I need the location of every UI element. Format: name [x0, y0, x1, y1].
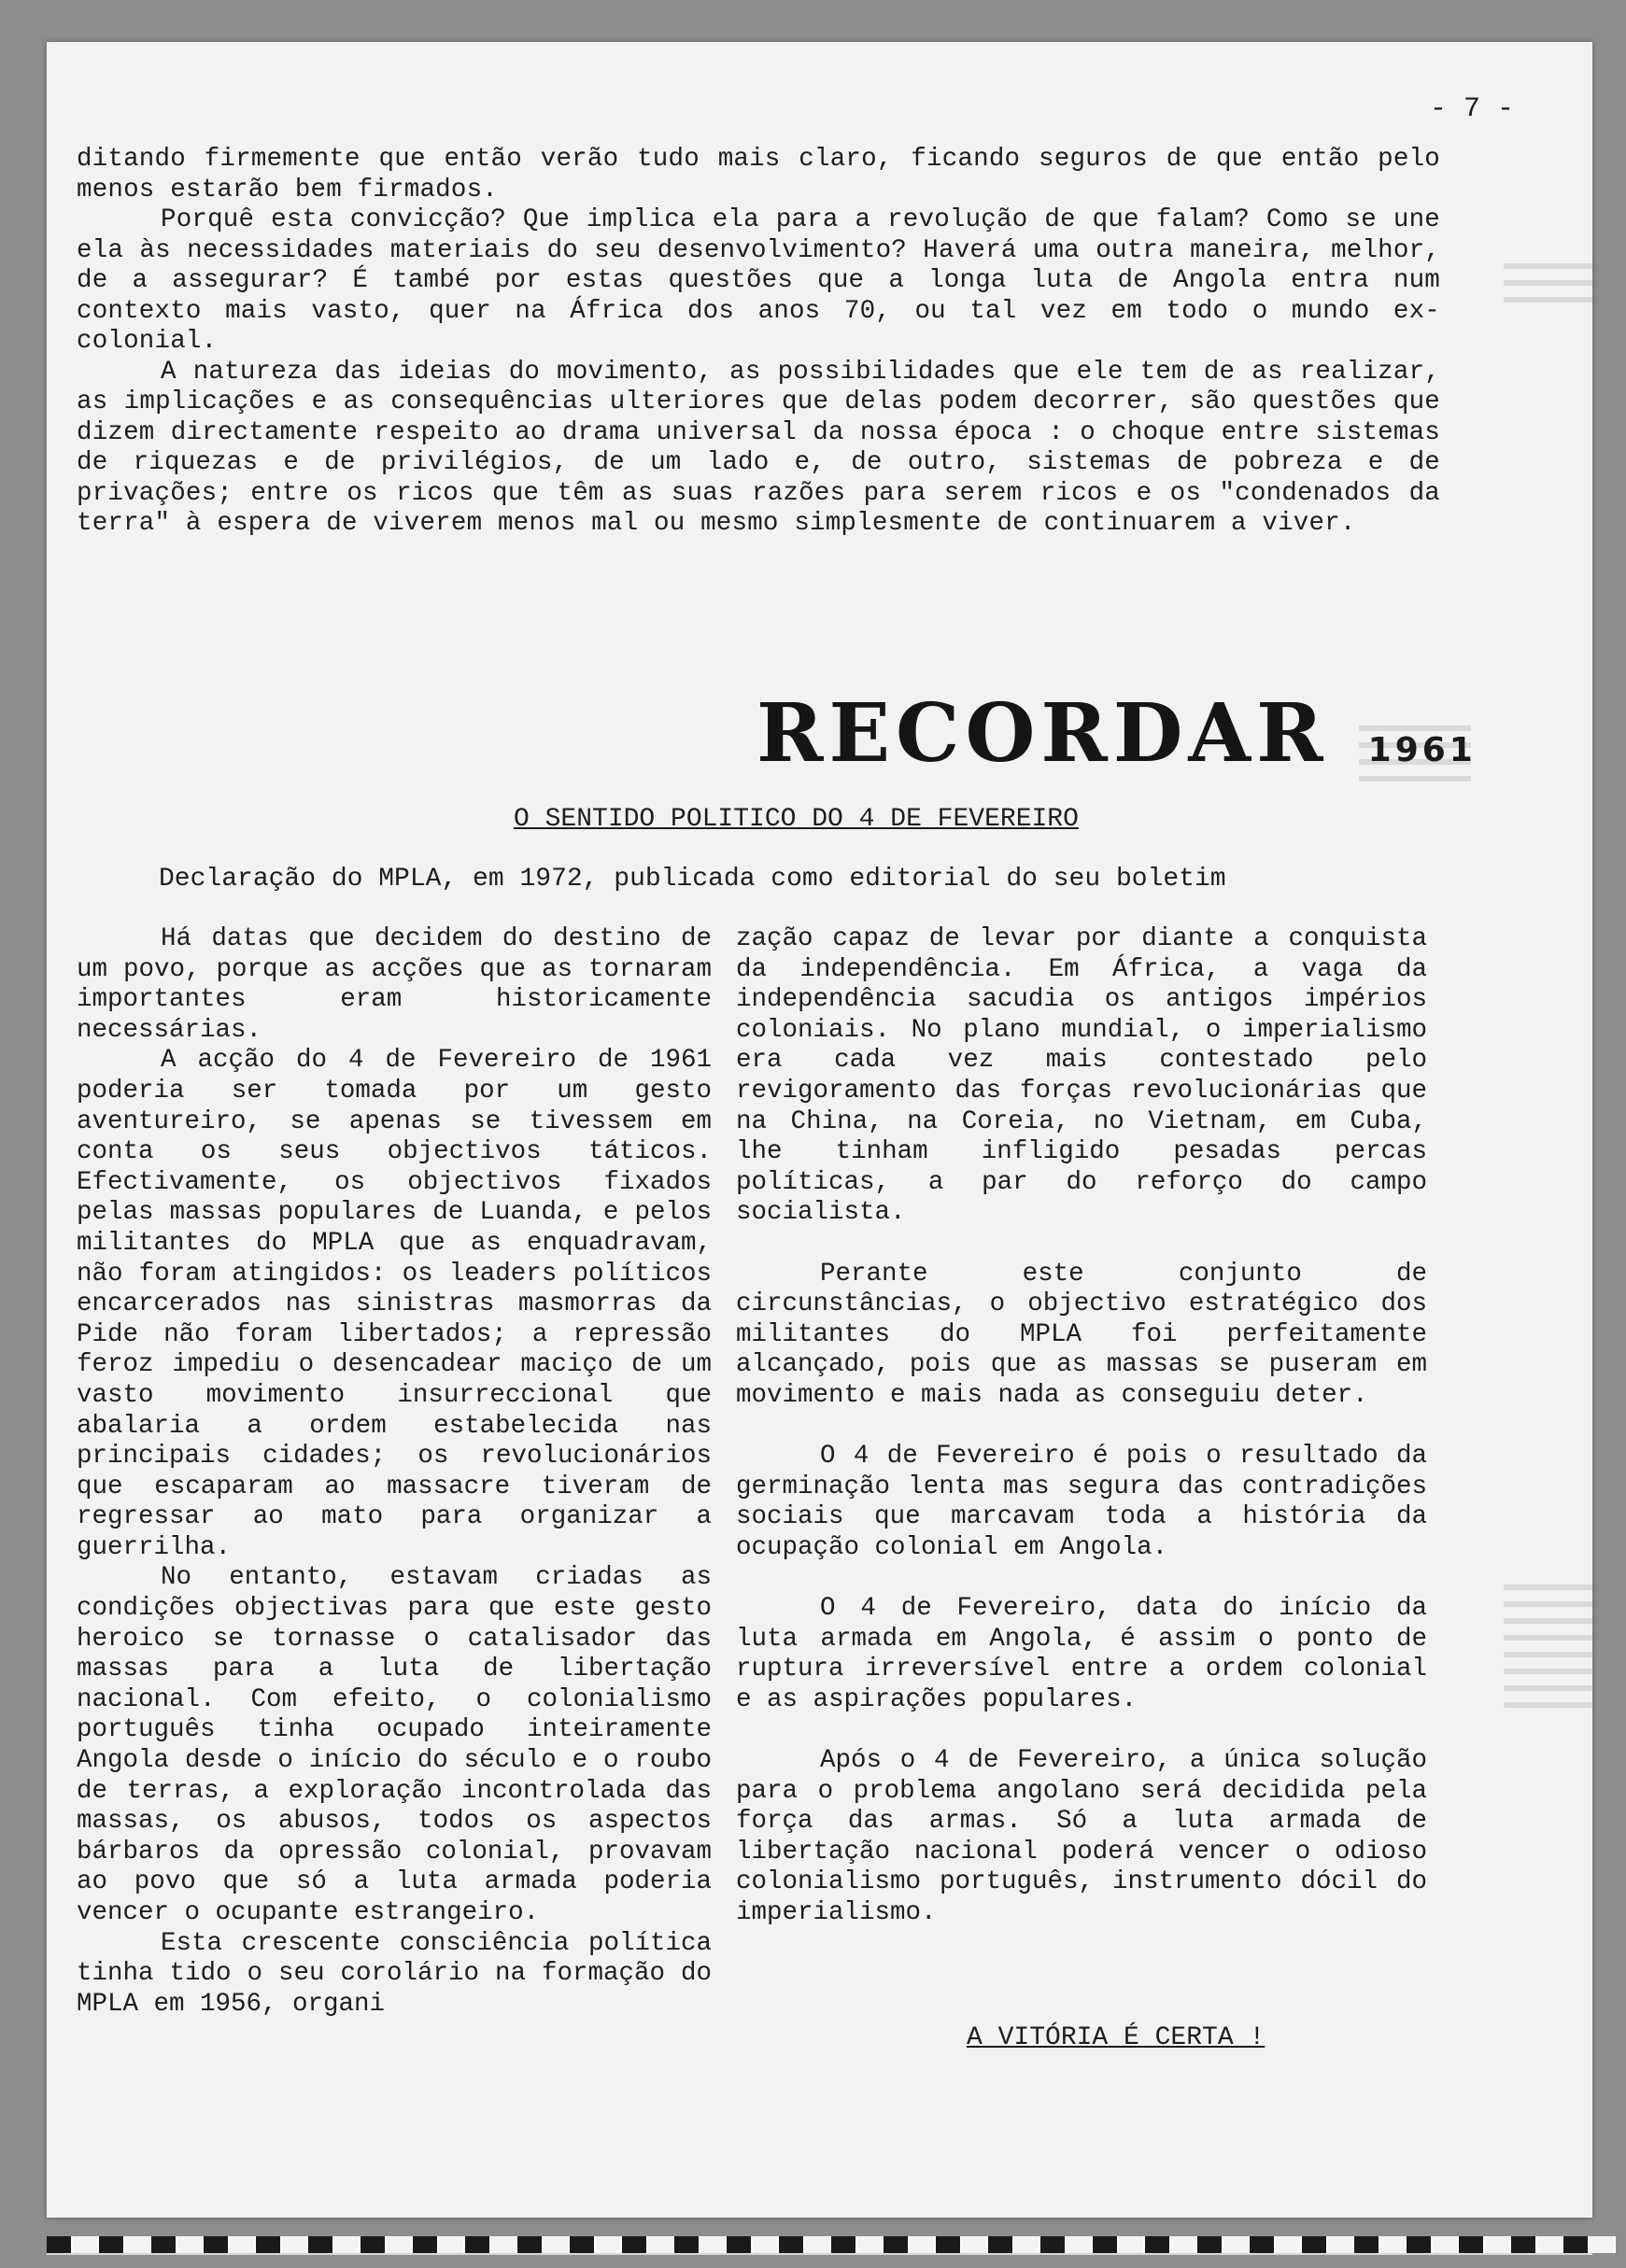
- page-number: - 7 -: [1429, 93, 1514, 125]
- article-paragraph: Há datas que decidem do destino de um povo, porque as acções que as tornaram importantes eram historicamente necessárias.: [77, 924, 712, 1045]
- article-right-column: [736, 924, 1427, 1959]
- intro-text: [77, 145, 1440, 540]
- intro-paragraph: Porquê esta convicção? Que implica ela para a revolução de que falam? Como se une ela às necessidades materiais do seu desenvolvimento? Haverá uma outra maneira, melhor, de a assegurar? É també por estas questões que a longa luta de Angola entra num contexto mais vasto, quer na África dos anos 70, ou tal vez em todo o mundo ex-colonial.: [77, 205, 1440, 356]
- article-subtitle: O SENTIDO POLITICO DO 4 DE FEVEREIRO: [514, 805, 1079, 834]
- article-declaration: Declaração do MPLA, em 1972, publicada como editorial do seu boletim: [159, 865, 1226, 894]
- intro-paragraph: ditando firmemente que então verão tudo mais claro, ficando seguros de que então pelo menos estarão bem firmados.: [77, 145, 1440, 204]
- article-paragraph: O 4 de Fevereiro, data do início da luta armada em Angola, é assim o ponto de ruptura irreversível entre a ordem colonial e as aspirações populares.: [736, 1594, 1427, 1714]
- article-paragraph: A acção do 4 de Fevereiro de 1961 poderia ser tomada por um gesto aventureiro, se apenas se tivessem em conta os seus objectivos táticos. Efectivamente, os objectivos fixados pelas massas populares de Luanda, e pelos militantes do MPLA que as enquadravam, não foram atingidos: os leaders políticos encarcerados nas sinistras masmorras da Pide não foram libertados; a repressão feroz impediu o desencadear maciço de um vasto movimento insurreccional que abalaria a ordem estabelecida nas principais cidades; os revolucionários que escaparam ao massacre tiveram de regressar ao mato para organizar a guerrilha.: [77, 1046, 712, 1562]
- article-paragraph: Após o 4 de Fevereiro, a única solução para o problema angolano será decidida pela força das armas. Só a luta armada de libertação nacional poderá vencer o odioso colonialismo português, instrumento dócil do imperialismo.: [736, 1746, 1427, 1927]
- reverse-side-bleed-bottom: [1504, 1573, 1592, 1965]
- closing-motto: A VITÓRIA É CERTA !: [967, 2023, 1265, 2052]
- masthead-title: RECORDAR: [756, 686, 1329, 781]
- section-masthead: [756, 686, 1477, 781]
- article-left-column: [77, 924, 712, 2020]
- intro-paragraph: A natureza das ideias do movimento, as possibilidades que ele tem de as realizar, as implicações e as consequências ulteriores que delas podem decorrer, são questões que dizem directamente respeito ao drama universal da nossa época : o choque entre sistemas de riquezas e de privilégios, de um lado e, de outro, sistemas de pobreza e de privações; entre os ricos que têm as suas razões para serem ricos e os "condenados da terra" à espera de viverem menos mal ou mesmo simplesmente de continuarem a viver.: [77, 357, 1440, 538]
- masthead-year: 1961: [1367, 731, 1477, 769]
- article-paragraph: No entanto, estavam criadas as condições objectivas para que este gesto heroico se tornasse o catalisador das massas para a luta de libertação nacional. Com efeito, o colonialismo português tinha ocupado inteiramente Angola desde o início do século e o roubo de terras, a exploração incontrolada das massas, os abusos, todos os aspectos bárbaros da opressão colonial, provavam ao povo que só a luta armada poderia vencer o ocupante estrangeiro.: [77, 1563, 712, 1927]
- scan-scale-bar: [47, 2236, 1616, 2253]
- article-paragraph: Perante este conjunto de circunstâncias, o objectivo estratégico dos militantes do MPLA foi perfeitamente alcançado, pois que as massas se puseram em movimento e mais nada as conseguiu deter.: [736, 1259, 1427, 1410]
- article-paragraph: zação capaz de levar por diante a conquista da independência. Em África, a vaga da independência sacudia os antigos impérios coloniais. No plano mundial, o imperialismo era cada vez mais contestado pelo revigoramento das forças revolucionárias que na China, na Coreia, no Vietnam, em Cuba, lhe tinham infligido pesadas percas políticas, a par do reforço do campo socialista.: [736, 924, 1427, 1228]
- reverse-side-bleed-top: [1504, 252, 1592, 364]
- article-paragraph: Esta crescente consciência política tinha tido o seu corolário na formação do MPLA em 1956, organi: [77, 1928, 712, 2019]
- article-paragraph: O 4 de Fevereiro é pois o resultado da germinação lenta mas segura das contradições sociais que marcavam toda a história da ocupação colonial em Angola.: [736, 1442, 1427, 1562]
